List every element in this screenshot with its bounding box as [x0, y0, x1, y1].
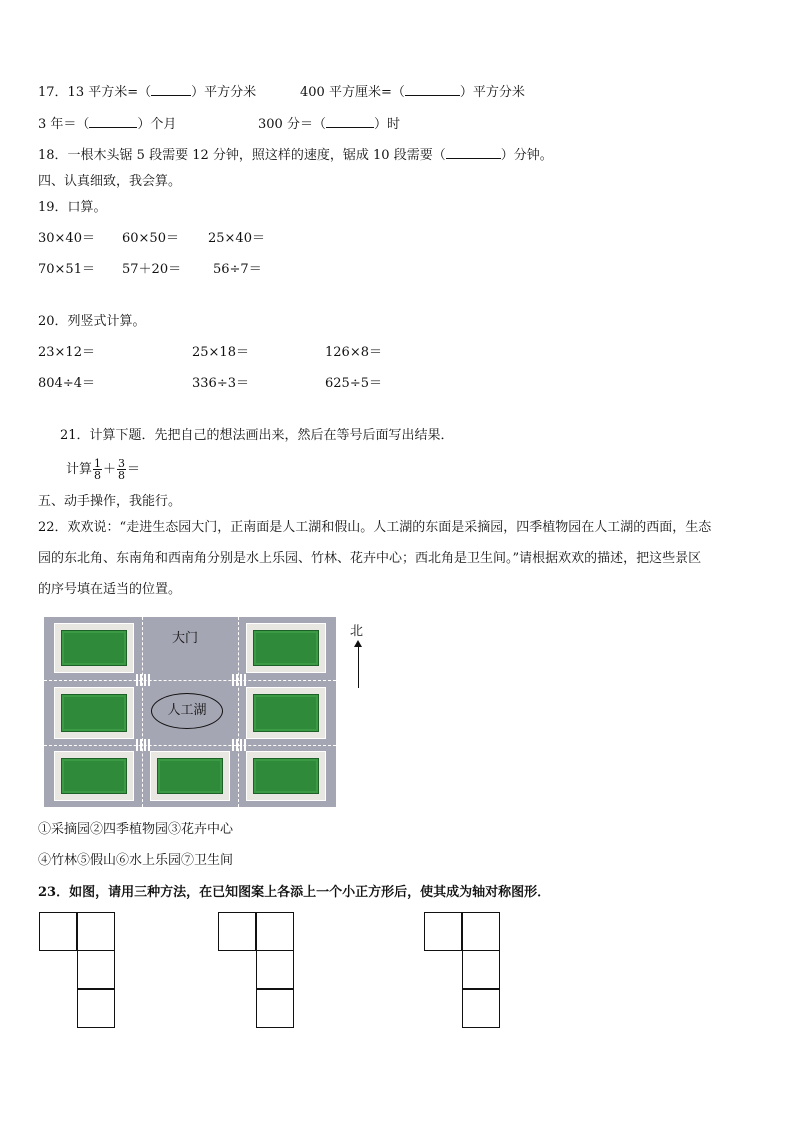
q23-text: 23．如图，请用三种方法，在已知图案上各添上一个小正方形后，使其成为轴对称图形．: [38, 885, 551, 900]
square: [77, 950, 115, 989]
q18-line: [38, 146, 553, 165]
q20-item: 25×18＝: [192, 345, 249, 360]
crosswalk: [232, 674, 246, 686]
q18-text: 18．一根木头锯 5 段需要 12 分钟，照这样的速度，锯成 10 段需要（: [38, 148, 446, 163]
fraction-denominator: 8: [94, 469, 102, 482]
q22-line3: 的序号填在适当的位置。: [38, 582, 182, 597]
q17-part-d: 300 分＝（: [258, 117, 326, 132]
road-line: [142, 617, 143, 807]
section-four-heading: 四、认真细致，我会算。: [38, 174, 182, 189]
answer-blank[interactable]: [446, 146, 501, 159]
road-line: [44, 745, 336, 746]
crosswalk: [136, 739, 150, 751]
legend-line2: ④竹林⑤假山⑥水上乐园⑦卫生间: [38, 853, 234, 868]
map-block-southeast[interactable]: [246, 751, 326, 801]
plus-sign: ＋: [103, 462, 117, 477]
q17-part-c: 3 年＝（: [38, 117, 90, 132]
q19-item: 60×50＝: [122, 231, 179, 246]
q21-title: 21．计算下题．先把自己的想法画出来，然后在等号后面写出结果．: [60, 428, 454, 443]
q20-title: 20．列竖式计算。: [38, 314, 146, 329]
q20-item: 336÷3＝: [192, 376, 249, 391]
q19-item: 57＋20＝: [122, 262, 182, 277]
fraction-numerator: 3: [118, 457, 126, 470]
map-block-northeast[interactable]: [246, 623, 326, 673]
q19-item: 25×40＝: [208, 231, 265, 246]
q18-end: ）分钟。: [500, 148, 553, 163]
north-label: 北: [350, 624, 364, 639]
road-line: [238, 617, 239, 807]
q20-item: 23×12＝: [38, 345, 95, 360]
square: [424, 912, 462, 951]
square: [462, 950, 500, 989]
square: [77, 989, 115, 1028]
q17-part-a-end: ）平方分米: [191, 85, 257, 100]
lake-label[interactable]: 人工湖: [151, 693, 223, 729]
map-block-northwest[interactable]: [54, 623, 134, 673]
map-block-south[interactable]: [150, 751, 230, 801]
q19-item: 70×51＝: [38, 262, 95, 277]
q17-line1: [38, 83, 256, 102]
square: [256, 989, 294, 1028]
square: [256, 950, 294, 989]
square: [256, 912, 294, 951]
q19-item: 30×40＝: [38, 231, 95, 246]
north-arrow-shaft: [358, 642, 359, 688]
fraction-numerator: 1: [94, 457, 102, 470]
q17-line2b: [258, 115, 400, 134]
q21-prefix: 计算: [66, 462, 93, 477]
map-block-west[interactable]: [54, 687, 134, 739]
eco-park-map: [44, 617, 336, 807]
fraction-denominator: 8: [118, 469, 126, 482]
q20-item: 126×8＝: [325, 345, 382, 360]
q20-item: 804÷4＝: [38, 376, 95, 391]
q17-part-a: 17．13 平方米=（: [38, 85, 152, 100]
answer-blank[interactable]: [151, 83, 191, 96]
q17-part-b-end: ）平方分米: [459, 85, 525, 100]
crosswalk: [136, 674, 150, 686]
q22-line1: 22．欢欢说：“走进生态园大门，正南面是人工湖和假山。人工湖的东面是采摘园，四季植物园在人工湖的西面，生态: [38, 520, 712, 535]
q17-part-d-end: ）时: [373, 117, 400, 132]
equals-sign: ＝: [127, 462, 141, 477]
q21-expression: [66, 456, 140, 484]
road-line: [44, 680, 336, 681]
q17-part-b: 400 平方厘米=（: [300, 85, 405, 100]
q17-line1b: [300, 83, 525, 102]
square: [39, 912, 77, 951]
q17-line2: [38, 115, 176, 134]
answer-blank[interactable]: [405, 83, 460, 96]
fraction-1-8: [93, 458, 102, 481]
fraction-3-8: [117, 458, 126, 481]
square: [462, 912, 500, 951]
q17-part-c-end: ）个月: [137, 117, 177, 132]
q22-line2: 园的东北角、东南角和西南角分别是水上乐园、竹林、花卉中心；西北角是卫生间。”请根据欢欢的描述，把这些景区: [38, 551, 702, 566]
map-block-southwest[interactable]: [54, 751, 134, 801]
q20-item: 625÷5＝: [325, 376, 382, 391]
q19-item: 56÷7＝: [213, 262, 262, 277]
legend-line1: ①采摘园②四季植物园③花卉中心: [38, 822, 234, 837]
q19-title: 19．口算。: [38, 200, 107, 215]
crosswalk: [232, 739, 246, 751]
map-block-east[interactable]: [246, 687, 326, 739]
square: [77, 912, 115, 951]
square: [218, 912, 256, 951]
answer-blank[interactable]: [89, 115, 137, 128]
gate-label: 大门: [172, 631, 199, 646]
section-five-heading: 五、动手操作，我能行。: [38, 494, 182, 509]
answer-blank[interactable]: [326, 115, 374, 128]
square: [462, 989, 500, 1028]
